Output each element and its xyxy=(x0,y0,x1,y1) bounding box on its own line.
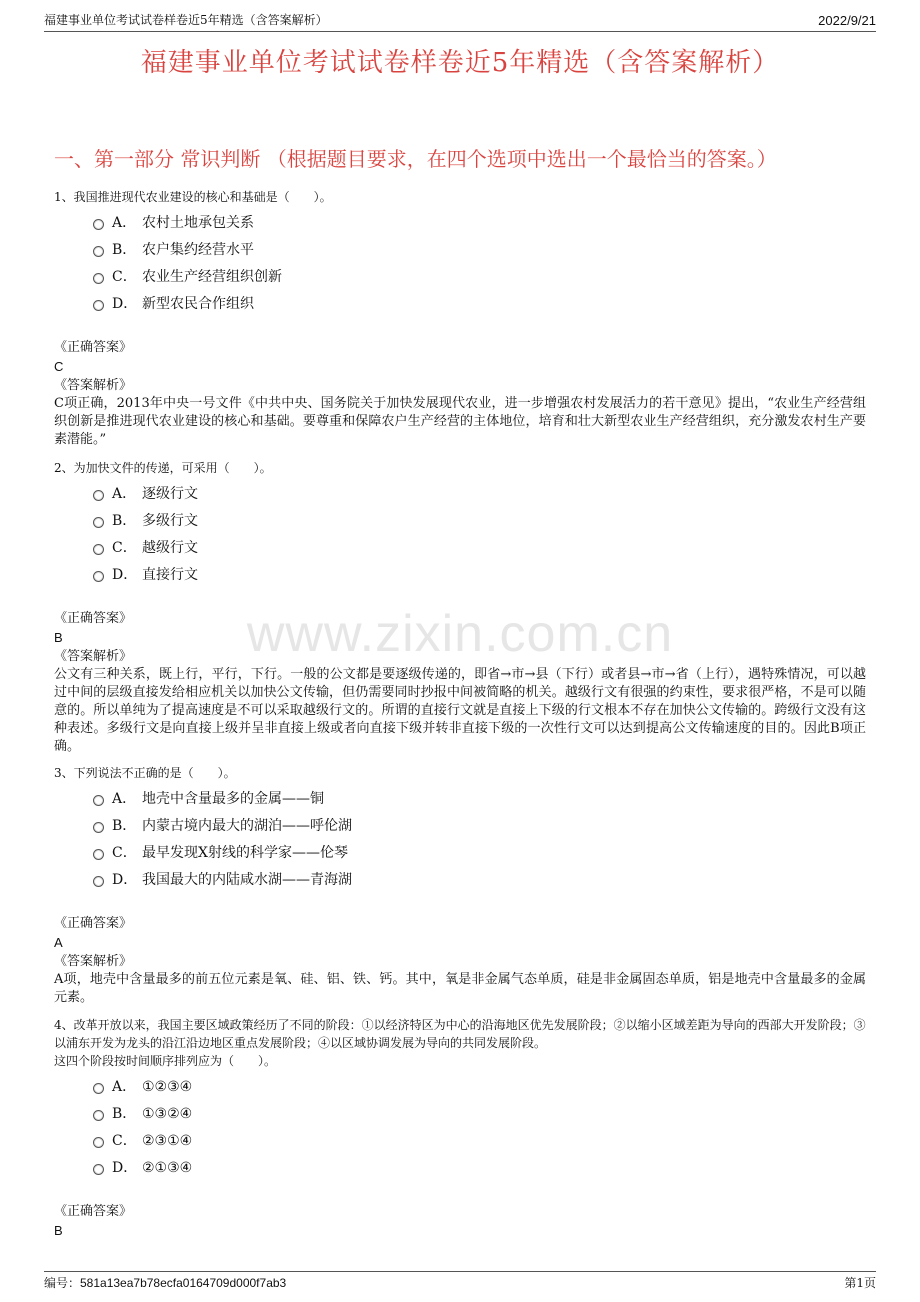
analysis-text: A项，地壳中含量最多的前五位元素是氧、硅、铝、铁、钙。其中，氧是非金属气态单质，硅是非金属固态单质，铝是地壳中含量最多的金属元素。 xyxy=(54,972,866,1005)
radio-icon[interactable] xyxy=(93,1083,104,1094)
watermark: www.zixin.com.cn xyxy=(246,605,674,663)
header-doc-name: 福建事业单位考试试卷样卷近5年精选（含答案解析） xyxy=(44,13,328,27)
question-4 xyxy=(54,1016,866,1240)
correct-answer-label: 《正确答案》 xyxy=(54,1204,133,1219)
question-stem: 2、为加快文件的传递，可采用（ ）。 xyxy=(54,461,272,475)
header-date: 2022/9/21 xyxy=(818,13,876,28)
analysis-label: 《答案解析》 xyxy=(54,378,133,393)
page-number: 第1页 xyxy=(844,1276,876,1290)
radio-icon[interactable] xyxy=(93,1137,104,1148)
radio-icon[interactable] xyxy=(93,1110,104,1121)
question-stem: 1、我国推进现代农业建设的核心和基础是（ ）。 xyxy=(54,190,332,204)
radio-icon[interactable] xyxy=(93,246,104,257)
radio-icon[interactable] xyxy=(93,544,104,555)
option-a[interactable]: A． 地壳中含量最多的金属——铜 xyxy=(54,786,866,813)
radio-icon[interactable] xyxy=(93,300,104,311)
correct-answer-value: B xyxy=(54,1223,63,1238)
option-b[interactable]: B． 内蒙古境内最大的湖泊——呼伦湖 xyxy=(54,813,866,840)
option-b[interactable]: B． 多级行文 xyxy=(54,508,866,535)
analysis-label: 《答案解析》 xyxy=(54,649,133,664)
option-c[interactable]: C． 越级行文 xyxy=(54,535,866,562)
radio-icon[interactable] xyxy=(93,1164,104,1175)
question-stem: 4、改革开放以来，我国主要区域政策经历了不同的阶段：①以经济特区为中心的沿海地区优先发展阶段；②以缩小区域差距为导向的西部大开发阶段；③以浦东开发为龙头的沿江沿边地区重点发展阶段；④以区域协调发展为导向的共同发展阶段。 xyxy=(54,1018,866,1050)
analysis-text: 公文有三种关系，既上行，平行，下行。一般的公文都是要逐级传递的，即省→市→县（下行）或者县→市→省（上行），遇特殊情况，可以越过中间的层级直接发给相应机关以加快公文传输，但仍需要同时抄报中间被简略的机关。越级行文有很强的约束性，要求很严格，不是可以随意的。所以单纯为了提高速度是不可以采取越级行文的。所谓的直接行文就是直接上下级的行文根本不存在加快公文传输的。跨级行文没有这种表述。多级行文是向直接上级并呈非直接上级或者向直接下级并转非直接下级的一次性行文可以达到提高公文传输速度的目的。因此B项正确。 xyxy=(54,667,866,754)
question-2 xyxy=(54,459,866,756)
analysis-text: C项正确，2013年中央一号文件《中共中央、国务院关于加快发展现代农业，进一步增强农村发展活力的若干意见》提出，“农业生产经营组织创新是推进现代农业建设的核心和基础。要尊重和保障农户生产经营的主体地位，培育和壮大新型农业生产经营组织，充分激发农村生产要素潜能。” xyxy=(54,396,866,447)
radio-icon[interactable] xyxy=(93,849,104,860)
question-3 xyxy=(54,764,866,1007)
section-title: 一、第一部分 常识判断 （根据题目要求，在四个选项中选出一个最恰当的答案。） xyxy=(54,147,777,171)
analysis-label: 《答案解析》 xyxy=(54,954,133,969)
option-b[interactable]: B． 农户集约经营水平 xyxy=(54,237,866,264)
radio-icon[interactable] xyxy=(93,219,104,230)
question-stem: 3、下列说法不正确的是（ ）。 xyxy=(54,766,236,780)
option-d[interactable]: D． 直接行文 xyxy=(54,562,866,589)
page-header xyxy=(44,8,876,32)
correct-answer-value: B xyxy=(54,630,63,645)
document-title: 福建事业单位考试试卷样卷近5年精选（含答案解析） xyxy=(140,48,780,78)
correct-answer-value: A xyxy=(54,935,63,950)
radio-icon[interactable] xyxy=(93,876,104,887)
option-d[interactable]: D． 我国最大的内陆咸水湖——青海湖 xyxy=(54,867,866,894)
radio-icon[interactable] xyxy=(93,571,104,582)
correct-answer-label: 《正确答案》 xyxy=(54,916,133,931)
option-c[interactable]: C． 农业生产经营组织创新 xyxy=(54,264,866,291)
correct-answer-label: 《正确答案》 xyxy=(54,340,133,355)
radio-icon[interactable] xyxy=(93,273,104,284)
option-b[interactable]: B． ①③②④ xyxy=(54,1101,866,1128)
option-d[interactable]: D． ②①③④ xyxy=(54,1155,866,1182)
option-c[interactable]: C． ②③①④ xyxy=(54,1128,866,1155)
question-1 xyxy=(54,188,866,449)
radio-icon[interactable] xyxy=(93,795,104,806)
correct-answer-value: C xyxy=(54,359,64,374)
page-footer xyxy=(44,1271,876,1291)
correct-answer-label: 《正确答案》 xyxy=(54,611,133,626)
option-d[interactable]: D． 新型农民合作组织 xyxy=(54,291,866,318)
option-a[interactable]: A． 逐级行文 xyxy=(54,481,866,508)
question-stem-2: 这四个阶段按时间顺序排列应为（ ）。 xyxy=(54,1054,277,1068)
radio-icon[interactable] xyxy=(93,517,104,528)
radio-icon[interactable] xyxy=(93,490,104,501)
document-code: 编号：581a13ea7b78ecfa0164709d000f7ab3 xyxy=(44,1276,287,1290)
option-a[interactable]: A． 农村土地承包关系 xyxy=(54,210,866,237)
option-c[interactable]: C． 最早发现X射线的科学家——伦琴 xyxy=(54,840,866,867)
radio-icon[interactable] xyxy=(93,822,104,833)
option-a[interactable]: A． ①②③④ xyxy=(54,1074,866,1101)
